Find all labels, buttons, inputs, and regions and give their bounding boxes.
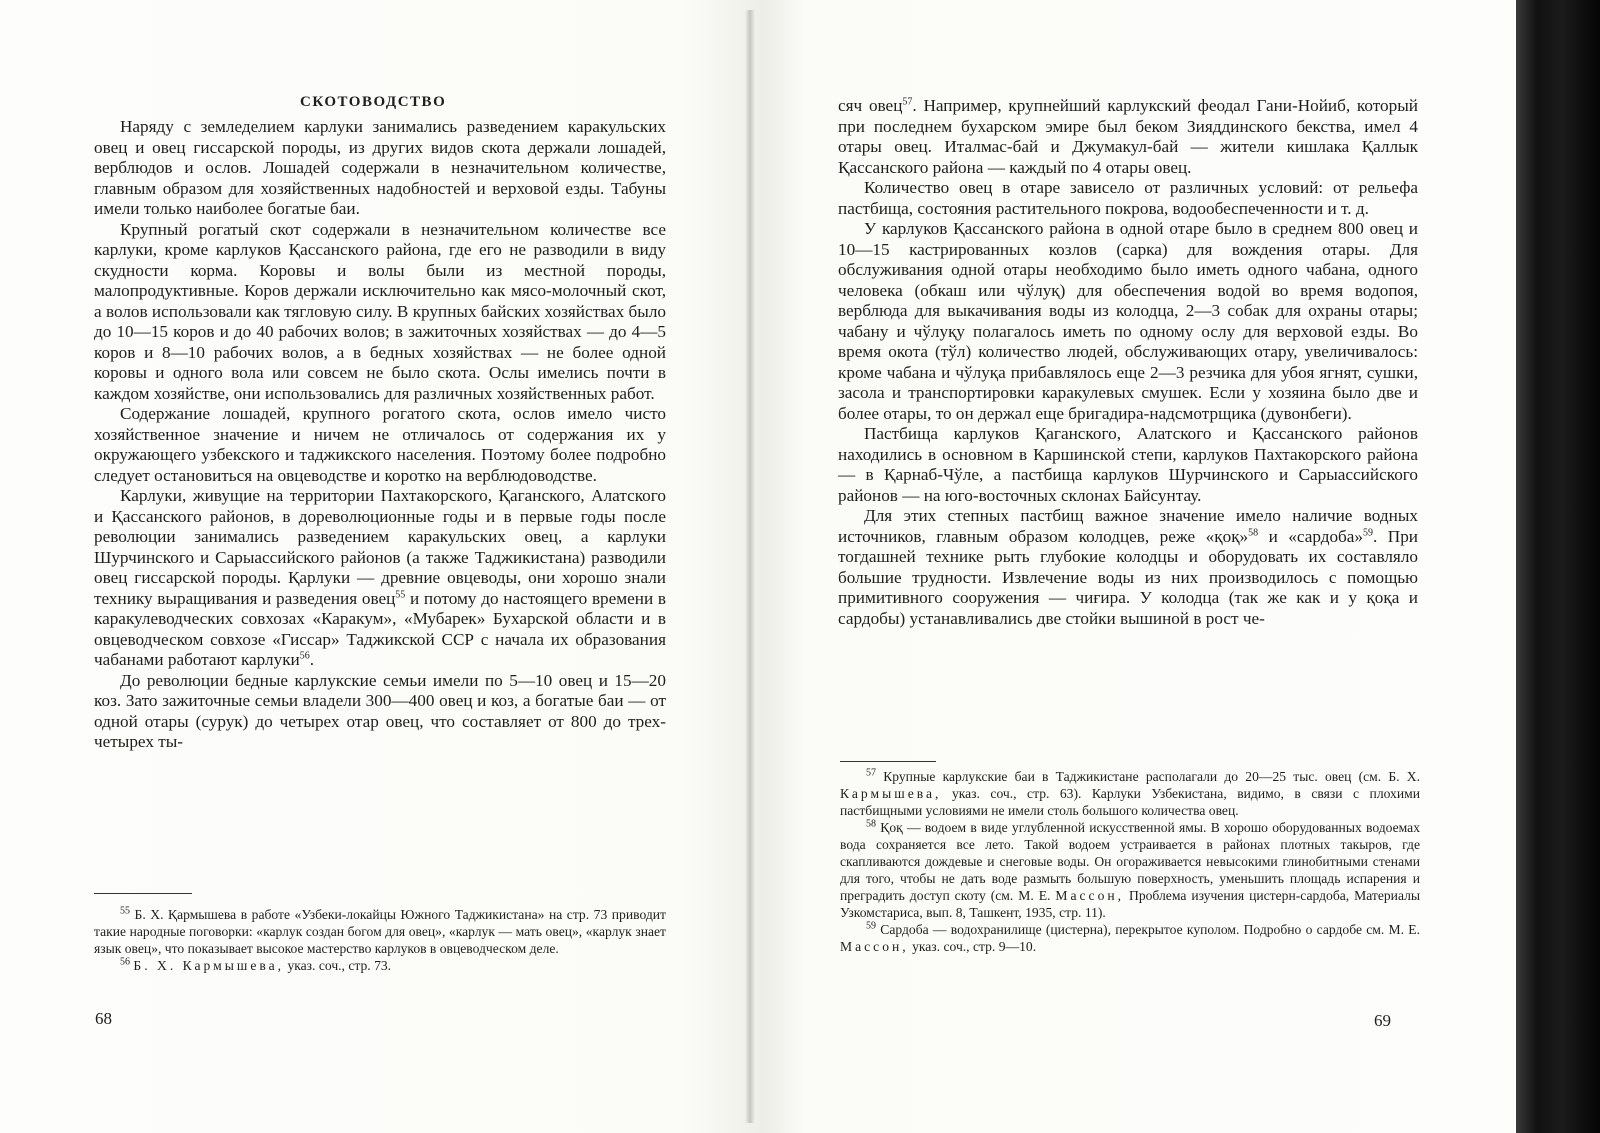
footnote-ref-55[interactable]: 55 xyxy=(395,588,406,600)
paragraph-continued xyxy=(838,96,1418,178)
paragraph-4-text-a: Карлуки, живущие на территории Пахтакорского, Қаганского, Алатского и Қассанского районов, в дореволюционные годы и в первые годы после революции занимались разведением каракульских овец, а карлуки Шурчинского и Сарыассийского районов (а также Таджикистана) разводили овец гиссарской породы. Қарлуки — древние овцеводы, они хорошо знали технику выращивания и разведения овец xyxy=(94,486,666,608)
footnote-57-text-a: Крупные карлукские баи в Таджикистане располагали до 20—25 тыс. овец (см. Б. Х. xyxy=(883,769,1420,784)
footnote-58-author: Массон, xyxy=(1055,888,1125,903)
left-page xyxy=(0,0,760,1133)
footnote-58-text-b: Проблема изучения цистерн-сардоба, Материалы Узкомстариса, вып. 8, Ташкент, 1935, стр. 11). xyxy=(840,888,1421,920)
footnote-58-number: 58 xyxy=(866,818,876,830)
left-footnotes xyxy=(94,906,666,974)
footnote-56 xyxy=(94,957,666,974)
footnote-57-number: 57 xyxy=(866,767,876,779)
footnote-59 xyxy=(840,921,1420,955)
footnote-57 xyxy=(840,768,1420,819)
footnote-59-text-a: Сардоба — водохранилище (цистерна), перекрытое куполом. Подробно о сардобе см. М. Е. xyxy=(880,922,1420,937)
right-page xyxy=(760,0,1516,1133)
footnote-59-number: 59 xyxy=(866,920,876,932)
footnote-58-text-a: Қоқ — водоем в виде углубленной искусственной ямы. В хорошо оборудованных водоемах вода сохраняется все лето. Такой водоем устраивается в районах плотных такыров, где скапливаются дождевые и снеговые воды. Он огораживается невысокими глинобитными стенами для того, чтобы не дать воде размыть большую поверхность, уменьшить площадь испарения и преградить доступ скоту (см. М. Е. xyxy=(840,820,1420,903)
footnote-ref-59[interactable]: 59 xyxy=(1363,526,1374,538)
footnote-ref-57[interactable]: 57 xyxy=(902,96,913,108)
footnote-ref-58[interactable]: 58 xyxy=(1248,526,1259,538)
footnote-57-text-b: указ. соч., стр. 63). Карлуки Узбекистана, видимо, в связи с плохими пастбищными условиями не имели столь большого количества овец. xyxy=(840,786,1421,818)
paragraph-2: Крупный рогатый скот содержали в незначительном количестве все карлуки, кроме карлуков Қассанского района, где его не разводили в виду скудности корма. Коровы и волы были из местной породы, малопродуктивные. Коров держали исключительно как мясо-молочный скот, а волов использовали как тягловую силу. В крупных байских хозяйствах было до 10—15 коров и до 40 рабочих волов; в зажиточных хозяйствах — до 4—5 коров и 8—10 рабочих волов, а в бедных хозяйствах — не более одной коровы и одного вола или совсем не было скота. Ослы имелись почти в каждом хозяйстве, они использовались для различных хозяйственных работ. xyxy=(94,219,666,403)
footnote-55-text: Б. Х. Қармышева в работе «Узбеки-локайцы Южного Таджикистана» на стр. 73 приводит такие народные поговорки: «карлук создан богом для овец», «карлук — мать овец», «карлук знает язык овец», что показывает высокое мастерство карлуков в овцеводческом деле. xyxy=(94,907,666,956)
footnote-ref-56[interactable]: 56 xyxy=(299,650,310,662)
paragraph-water-a: Для этих степных пастбищ важное значение имело наличие водных источников, главным образом колодцев, реже «қоқ» xyxy=(838,506,1418,546)
paragraph-water-b: и «сардоба» xyxy=(1258,526,1364,546)
paragraph-4: Карлуки, живущие на территории Пахтакорского, Қаганского, Алатского и Қассанского районов, в дореволюционные годы и в первые годы после революции занимались разведением каракульских овец, а карлуки Шурчинского и Сарыассийского районов (а также Таджикистана) разводили овец гиссарской породы. Қарлуки — древние овцеводы, они хорошо знали технику выращивания и разведения овец$^{55}$ и потому до настоящего времени в каракулеводческих совхозах «Каракум», «Мубарек» Бухарской области и в овцеводческом совхозе «Гиссар» Таджикской ССР с начала их образования чабанами работают карлуки$^{56}$. xyxy=(94,486,667,669)
page-number-right: 69 xyxy=(1374,1011,1391,1030)
footnote-55-number: 55 xyxy=(120,905,130,917)
footnote-56-number: 56 xyxy=(120,956,130,968)
footnote-56-author: Б. Х. Кармышева, xyxy=(133,958,285,973)
paragraph-water-c: . При тогдашней технике рыть глубокие колодцы и оборудовать их составляло большие трудности. Извлечение воды из них производилось с помощью примитивного сооружения — чиғира. У колодца (так же как и у қоқа и сардобы) устанавливались две стойки вышиной в рост че- xyxy=(838,526,1418,628)
footnote-56-text: указ. соч., стр. 73. xyxy=(287,958,392,973)
paragraph-4-text-b: и потому до настоящего времени в каракулеводческих совхозах «Каракум», «Мубарек» Бухарской области и в овцеводческом совхозе «Гиссар» Таджикской ССР с начала их образования чабанами работают карлуки xyxy=(94,588,667,669)
footnote-57-author: Кармышева, xyxy=(840,786,942,801)
paragraph-water-sources xyxy=(838,506,1418,629)
paragraph-continued-b: . Например, крупнейший карлукский феодал Гани-Нойиб, который при последнем бухарском эмире был беком Зияддинского бекства, имел 4 отары овец. Италмас-бай и Джумакул-бай — жители кишлака Қаллык Қассанского района — каждый по 4 отары овец. xyxy=(838,96,1418,177)
paragraph-flock-staff: У карлуков Қассанского района в одной отаре было в среднем 800 овец и 10—15 кастрированных козлов (сарка) для вождения отары. Для обслуживания одной отары необходимо было иметь одного чабана, одного человека (обкаш или чўлуқ) для обеспечения водой во время водопоя, верблюда для выкачивания воды из колодца, 2—3 собак для охраны отары; чабану и чўлуқу полагалось иметь по одному ослу для верховой езды. Во время окота (тўл) количество людей, обслуживающих отару, увеличивалось: кроме чабана и чўлуқа прибавлялось еще 2—3 резчика для убоя ягнят, сушки, засола и транспортировки каракулевых смушек. Если у хозяина было две и более отары, то он держал еще бригадира-надсмотрщика (дувонбеги). xyxy=(838,219,1418,423)
left-page-body xyxy=(94,117,666,753)
footnote-58 xyxy=(840,819,1420,921)
footnote-59-text-b: указ. соч., стр. 9—10. xyxy=(912,939,1037,954)
paragraph-flock-size: Количество овец в отаре зависело от различных условий: от рельефа пастбища, состояния растительного покрова, водообеспеченности и т. д. xyxy=(838,178,1418,218)
paragraph-3: Содержание лошадей, крупного рогатого скота, ослов имело чисто хозяйственное значение и ничем не отличалось от содержания их у окружающего узбекского и таджикского населения. Поэтому более подробно следует остановиться на овцеводстве и коротко на верблюдоводстве. xyxy=(94,404,666,485)
footnote-59-author: Массон, xyxy=(840,939,909,954)
right-page-body xyxy=(838,96,1418,629)
paragraph-5: До революции бедные карлукские семьи имели по 5—10 овец и 15—20 коз. Зато зажиточные семьи владели 300—400 овец и коз, а богатые баи — от одной отары (сурук) до четырех отар овец, что составляет от 800 до трех-четырех ты- xyxy=(94,670,666,751)
section-heading: СКОТОВОДСТВО xyxy=(300,94,447,110)
scanner-dark-edge xyxy=(1516,0,1600,1133)
paragraph-continued-a: сяч овец xyxy=(838,96,903,115)
right-footnotes xyxy=(840,768,1420,955)
footnote-divider xyxy=(94,893,192,894)
paragraph-1: Наряду с земледелием карлуки занимались разведением каракульских овец и овец гиссарской породы, из других видов скота держали лошадей, верблюдов и ослов. Лошадей содержали в незначительном количестве, главным образом для хозяйственных надобностей и верховой езды. Табуны имели только наиболее богатые баи. xyxy=(94,117,666,218)
footnote-55 xyxy=(94,906,666,957)
page-number-left: 68 xyxy=(95,1009,112,1028)
footnote-divider xyxy=(840,761,936,762)
paragraph-pastures: Пастбища карлуков Қаганского, Алатского и Қассанского районов находились в основном в Каршинской степи, карлуков Пахтакорского района — в Қарнаб-Чўле, а пастбища карлуков Шурчинского и Сарыассийского районов — на юго-восточных склонах Байсунтау. xyxy=(838,424,1418,505)
book-gutter xyxy=(745,10,755,1123)
